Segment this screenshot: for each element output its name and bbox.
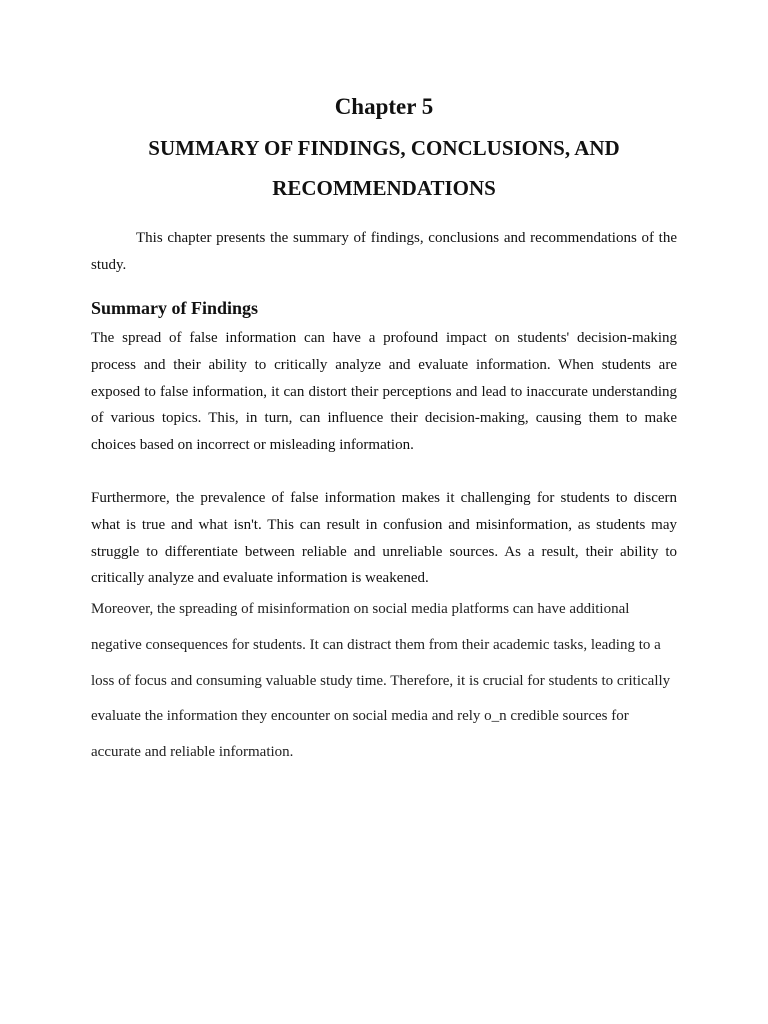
paragraph-3-line: accurate and reliable information.: [91, 744, 294, 761]
section-heading-summary-of-findings: Summary of Findings: [91, 298, 259, 318]
findings-paragraph-3: [91, 592, 677, 771]
findings-paragraph-2: Furthermore, the prevalence of false information makes it challenging for students to discern what is true and what isn't. This can result in confusion and misinformation, as students may struggle to differentiate between reliable and unreliable sources. As a result, their ability to critically analyze and evaluate information is weakened.: [91, 490, 677, 587]
chapter-label: Chapter 5: [334, 94, 434, 119]
paragraph-3-line: Moreover, the spreading of misinformation on social media platforms can have additional: [91, 601, 630, 617]
findings-paragraph-1: The spread of false information can have a profound impact on students' decision-making process and their ability to critically analyze and evaluate information. When students are exposed to false information, it can distort their perceptions and lead to inaccurate understanding of various topics. This, in turn, can influence their decision-making, causing them to make choices based on incorrect or misleading information.: [91, 330, 677, 454]
chapter-title: SUMMARY OF FINDINGS, CONCLUSIONS, AND RECOMMENDATIONS: [148, 136, 620, 200]
paragraph-3-line: negative consequences for students. It can distract them from their academic tasks, leading to a: [91, 636, 661, 653]
paragraph-3-line: evaluate the information they encounter on social media and rely o_n credible sources for: [91, 708, 629, 725]
intro-paragraph: This chapter presents the summary of findings, conclusions and recommendations of the study.: [91, 230, 677, 273]
paragraph-3-line: loss of focus and consuming valuable study time. Therefore, it is crucial for students to critically: [91, 672, 671, 689]
